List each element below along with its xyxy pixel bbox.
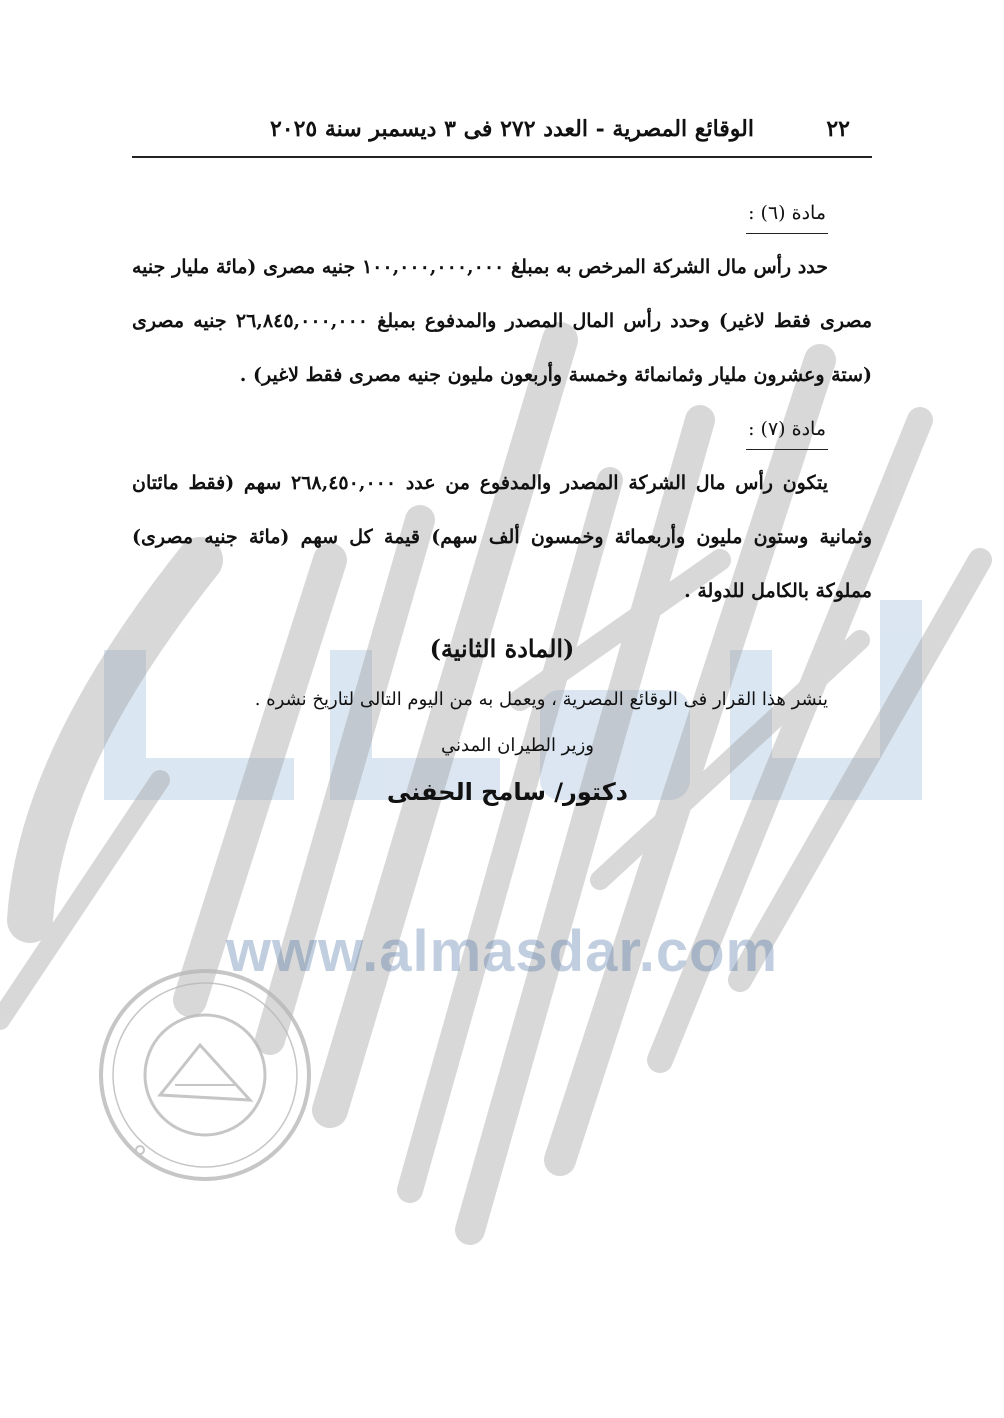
document-body [132,186,872,816]
article-6-heading: مادة (٦) : [746,193,828,234]
article-7-heading: مادة (٧) : [746,409,828,450]
article-7-paragraph: يتكون رأس مال الشركة المصدر والمدفوع من عدد ٢٦٨,٤٥٠,٠٠٠ سهم (فقط مائتان وثمانية وستون مليون وأربعمائة وخمسون ألف سهم) قيمة كل سهم (مائة جنيه مصرى) مملوكة بالكامل للدولة . [132,472,872,602]
signer-name: دكتور/ سامح الحفنى [386,778,628,806]
page-number: ٢٢ [826,116,850,142]
article-7 [132,402,872,618]
signer-title: وزير الطيران المدني [441,735,594,756]
article-6 [132,186,872,402]
second-article-heading: (المادة الثانية) [429,634,575,663]
watermark-url: www.almasdar.com [225,919,779,984]
article-6-paragraph: حدد رأس مال الشركة المرخص به بمبلغ ١٠٠,٠٠٠,٠٠٠,٠٠٠ جنيه مصرى (مائة مليار جنيه مصرى فقط لاغير) وحدد رأس المال المصدر والمدفوع بمبلغ ٢٦,٨٤٥,٠٠٠,٠٠٠ جنيه مصرى (ستة وعشرون مليار وثمانمائة وخمسة وأربعون مليون جنيه مصرى فقط لاغير) . [132,256,873,386]
page-header [132,112,872,158]
running-title: الوقائع المصرية - العدد ٢٧٢ فى ٣ ديسمبر سنة ٢٠٢٥ [269,116,754,142]
publication-clause: ينشر هذا القرار فى الوقائع المصرية ، ويعمل به من اليوم التالى لتاريخ نشره . [254,689,828,710]
